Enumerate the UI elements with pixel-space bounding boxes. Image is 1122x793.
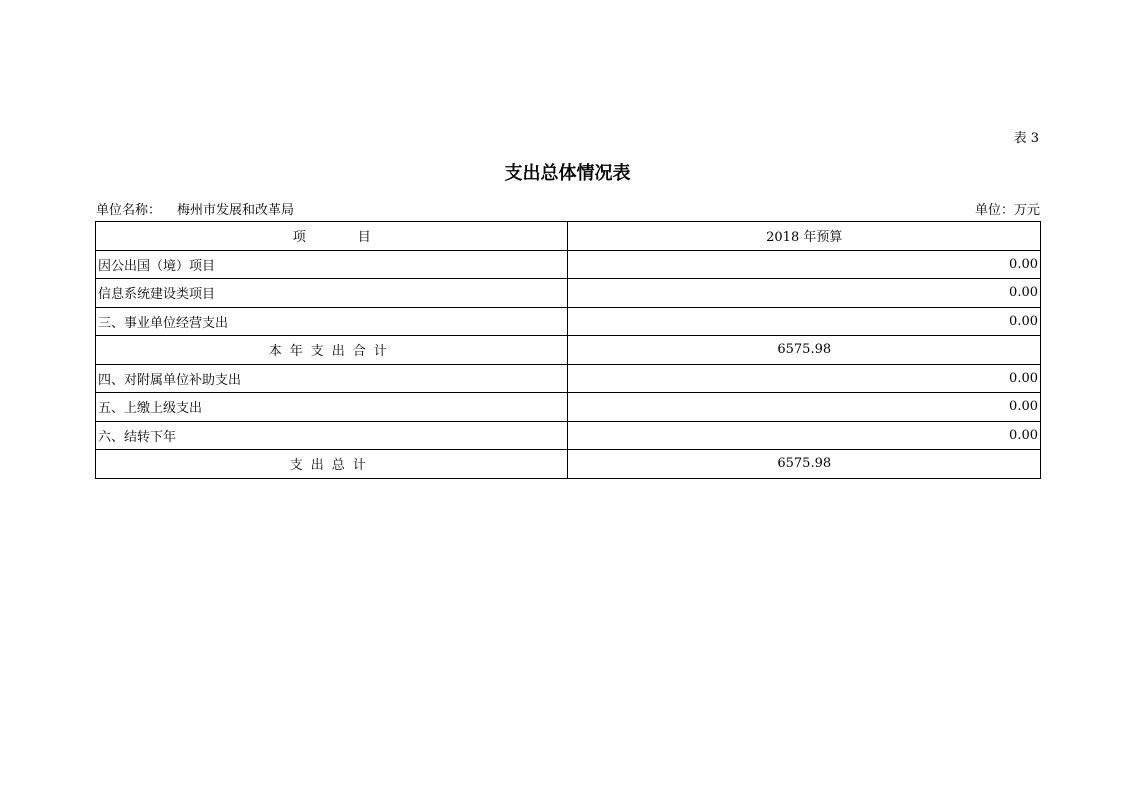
table-row [96, 364, 1041, 393]
meta-row [96, 199, 1040, 218]
row-label: 五、上缴上级支出 [96, 393, 568, 422]
row-label: 四、对附属单位补助支出 [96, 364, 568, 393]
header-item-b: 目 [357, 230, 371, 246]
subtotal-label: 本年支出合计 [96, 336, 568, 365]
total-value: 6575.98 [568, 450, 1041, 479]
table-row [96, 279, 1041, 308]
row-label: 因公出国（境）项目 [96, 250, 568, 279]
table-row [96, 421, 1041, 450]
row-value: 0.00 [568, 364, 1041, 393]
header-item-cell [96, 222, 568, 251]
row-label: 六、结转下年 [96, 421, 568, 450]
unit-label: 单位：万元 [974, 203, 1040, 218]
row-value: 0.00 [568, 279, 1041, 308]
subtotal-value: 6575.98 [568, 336, 1041, 365]
unit-name: 梅州市发展和改革局 [177, 203, 295, 218]
total-label: 支出总计 [96, 450, 568, 479]
unit-name-label: 单位名称： [96, 203, 162, 218]
table-number: 表 3 [1013, 131, 1039, 146]
row-value: 0.00 [568, 421, 1041, 450]
row-value: 0.00 [568, 250, 1041, 279]
row-value: 0.00 [568, 393, 1041, 422]
table-row [96, 250, 1041, 279]
row-label: 信息系统建设类项目 [96, 279, 568, 308]
total-row [96, 450, 1041, 479]
row-label: 三、事业单位经营支出 [96, 307, 568, 336]
unit-name-group [96, 199, 294, 218]
expenditure-table [95, 221, 1041, 479]
table-row [96, 393, 1041, 422]
header-budget-cell: 2018 年预算 [568, 222, 1041, 251]
table-row [96, 307, 1041, 336]
row-value: 0.00 [568, 307, 1041, 336]
page-title: 支出总体情况表 [504, 163, 631, 184]
subtotal-row [96, 336, 1041, 365]
header-item-a: 项 [292, 230, 306, 246]
table-header-row [96, 222, 1041, 251]
